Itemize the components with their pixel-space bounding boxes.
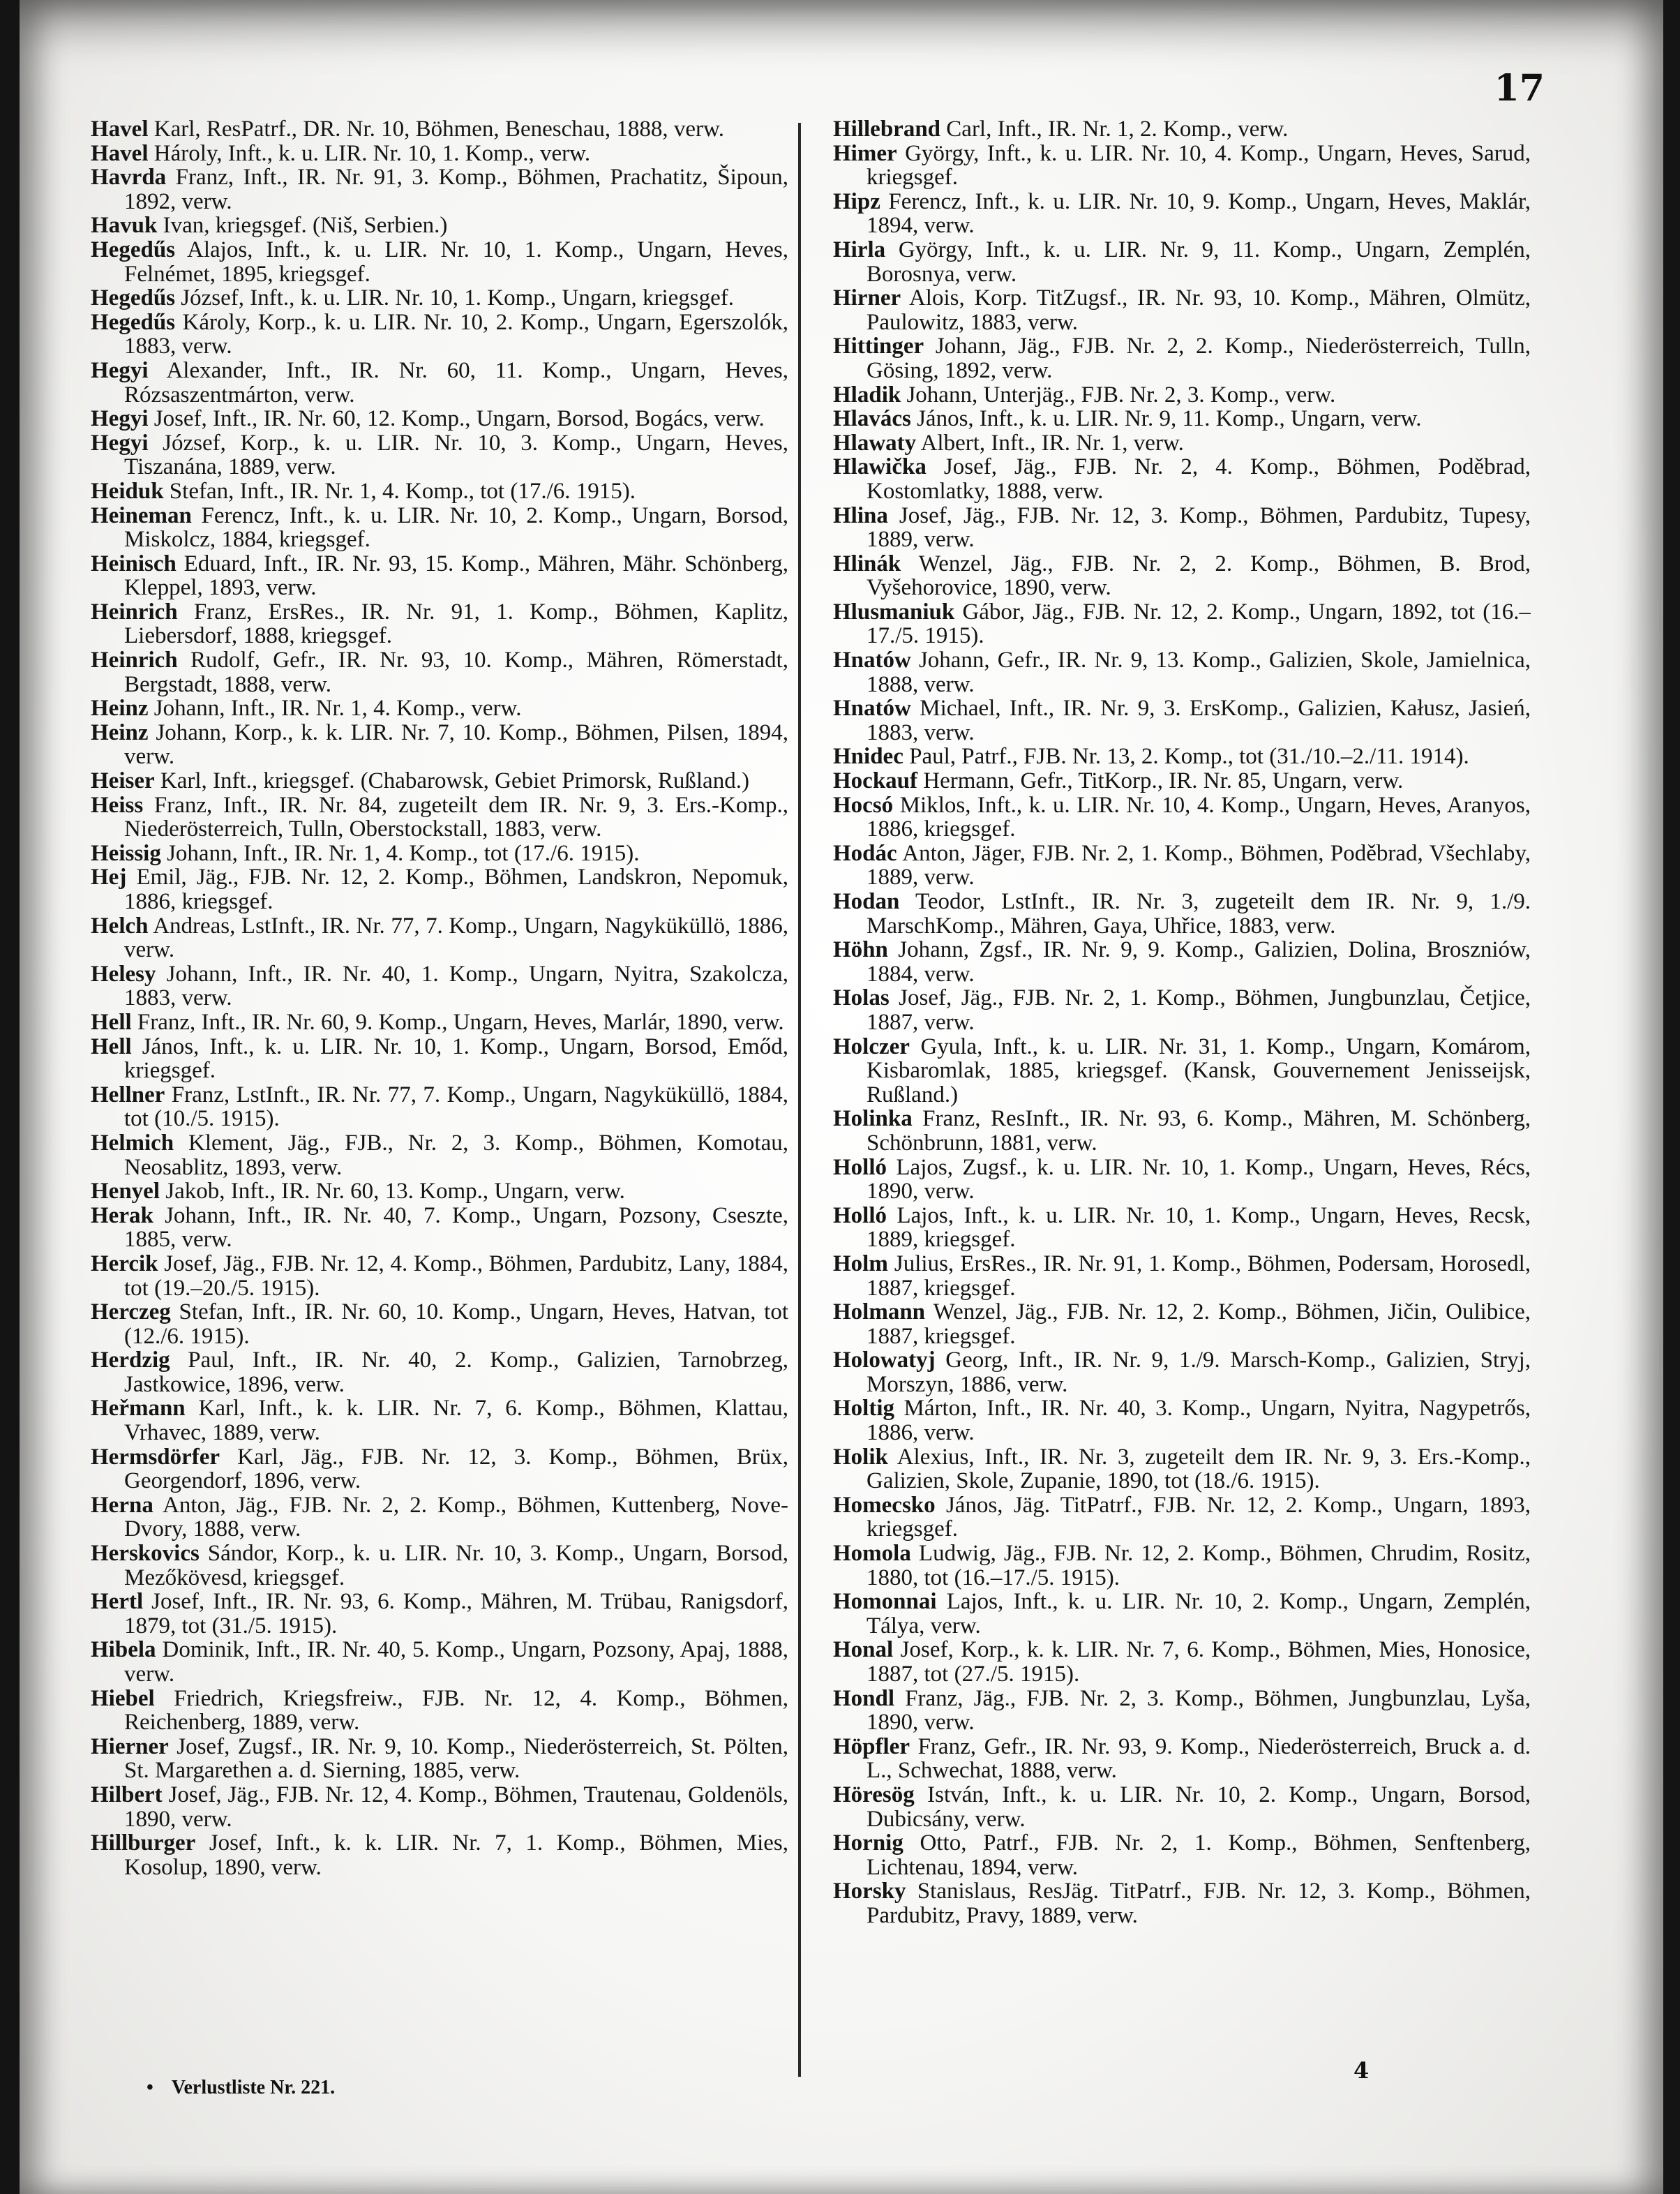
entry-surname: Hegyi [91, 430, 149, 456]
entry-surname: Helmich [91, 1130, 174, 1156]
list-entry [833, 890, 1531, 938]
entry-surname: Heineman [91, 502, 192, 528]
entry-surname: Hlawaty [833, 430, 917, 456]
list-entry [91, 1348, 788, 1396]
entry-details: János, Inft., k. u. LIR. Nr. 9, 11. Komp., Ungarn, verw. [910, 406, 1422, 432]
entry-surname: Hittinger [833, 334, 924, 359]
entry-surname: Holas [833, 985, 890, 1011]
entry-surname: Hlinák [833, 551, 901, 576]
entry-surname: Havel [91, 140, 149, 166]
entry-details: Alexander, Inft., IR. Nr. 60, 11. Komp., Ungarn, Heves, Rózsaszentmárton, verw. [124, 357, 788, 408]
entry-details: Stanislaus, ResJäg. TitPatrf., FJB. Nr. 12, 3. Komp., Böhmen, Pardubitz, Pravy, 1889, verw. [867, 1879, 1531, 1928]
entry-details: Johann, Zgsf., IR. Nr. 9, 9. Komp., Galizien, Dolina, Broszniów, 1884, verw. [867, 937, 1531, 987]
list-entry [833, 1831, 1531, 1879]
entry-surname: Hegyi [91, 357, 149, 383]
list-entry [833, 431, 1531, 456]
entry-details: Johann, Inft., IR. Nr. 40, 7. Komp., Ungarn, Pozsony, Cseszte, 1885, verw. [124, 1202, 788, 1253]
list-entry [833, 1638, 1531, 1686]
entry-details: Josef, Jäg., FJB. Nr. 2, 4. Komp., Böhmen, Poděbrad, Kostomlatky, 1888, verw. [867, 454, 1531, 504]
entry-details: Johann, Korp., k. k. LIR. Nr. 7, 10. Komp., Böhmen, Pilsen, 1894, verw. [124, 719, 788, 770]
list-entry [833, 407, 1531, 431]
entry-surname: Höresög [833, 1782, 915, 1807]
list-entry [833, 1590, 1531, 1638]
entry-surname: Hocsó [833, 792, 894, 818]
entry-details: Josef, Jäg., FJB. Nr. 2, 1. Komp., Böhmen, Jungbunzlau, Četjice, 1887, verw. [867, 985, 1531, 1035]
entry-surname: Hornig [833, 1830, 903, 1856]
list-entry [91, 286, 788, 311]
entry-details: Franz, Inft., IR. Nr. 91, 3. Komp., Böhmen, Prachatitz, Šipoun, 1892, verw. [124, 165, 788, 214]
list-entry [833, 552, 1531, 600]
entry-surname: Heinz [91, 719, 149, 745]
list-entry [833, 117, 1531, 142]
entry-surname: Holmann [833, 1299, 926, 1325]
list-entry [833, 745, 1531, 769]
list-entry [91, 793, 788, 842]
entry-details: Hermann, Gefr., TitKorp., IR. Nr. 85, Ungarn, verw. [917, 768, 1404, 794]
entry-details: Albert, Inft., IR. Nr. 1, verw. [916, 430, 1184, 456]
entry-details: Franz, Gefr., IR. Nr. 93, 9. Komp., Niederösterreich, Bruck a. d. L., Schwechat, 1888, verw. [867, 1733, 1531, 1784]
entry-surname: Heinrich [91, 599, 178, 625]
entry-details: Teodor, LstInft., IR. Nr. 3, zugeteilt dem IR. Nr. 9, 1./9. MarschKomp., Mähren, Gaya, Uhřice, 1883, verw. [867, 889, 1531, 939]
entry-details: Josef, Inft., IR. Nr. 93, 6. Komp., Mähren, M. Trübau, Ranigsdorf, 1879, tot (31./5. 1915). [124, 1589, 788, 1639]
entry-surname: Heiduk [91, 478, 164, 504]
list-entry [91, 214, 788, 238]
entry-surname: Hnatów [833, 696, 911, 722]
list-entry [833, 1107, 1531, 1155]
entry-surname: Hillebrand [833, 117, 941, 142]
entry-surname: Hellner [91, 1082, 165, 1107]
entry-surname: Hockauf [833, 768, 918, 794]
list-entry [833, 286, 1531, 334]
page-number: 17 [1494, 67, 1545, 110]
entry-surname: Herczeg [91, 1299, 171, 1325]
list-entry [91, 165, 788, 214]
entry-surname: Hiebel [91, 1685, 155, 1711]
footer-bullet: • [147, 2077, 153, 2098]
entry-details: János, Inft., k. u. LIR. Nr. 10, 1. Komp., Ungarn, Borsod, Emőd, kriegsgef. [124, 1033, 788, 1084]
entry-surname: Hodan [833, 889, 900, 914]
entry-surname: Holik [833, 1444, 888, 1470]
entry-surname: Hej [91, 865, 127, 890]
entry-details: Franz, Jäg., FJB. Nr. 2, 3. Komp., Böhmen, Jungbunzlau, Lyša, 1890, verw. [867, 1685, 1531, 1736]
entry-details: Wenzel, Jäg., FJB. Nr. 12, 2. Komp., Böhmen, Jičin, Oulibice, 1887, kriegsgef. [867, 1299, 1531, 1349]
list-entry [833, 1035, 1531, 1107]
entry-details: Wenzel, Jäg., FJB. Nr. 2, 2. Komp., Böhmen, B. Brod, Vyšehorovice, 1890, verw. [867, 551, 1531, 601]
entry-details: Eduard, Inft., IR. Nr. 93, 15. Komp., Mähren, Mähr. Schönberg, Kleppel, 1893, verw. [124, 551, 788, 601]
entry-details: Otto, Patrf., FJB. Nr. 2, 1. Komp., Böhmen, Senftenberg, Lichtenau, 1894, verw. [867, 1830, 1531, 1880]
list-entry [91, 1252, 788, 1300]
entry-details: Emil, Jäg., FJB. Nr. 12, 2. Komp., Böhmen, Landskron, Nepomuk, 1886, kriegsgef. [124, 865, 788, 914]
list-entry [833, 455, 1531, 503]
list-entry [833, 1156, 1531, 1204]
entry-surname: Heiser [91, 768, 155, 794]
entry-details: Ferencz, Inft., k. u. LIR. Nr. 10, 9. Komp., Ungarn, Heves, Maklár, 1894, verw. [867, 188, 1531, 239]
entry-details: Andreas, LstInft., IR. Nr. 77, 7. Komp., Ungarn, Nagyküküllö, 1886, verw. [124, 913, 788, 963]
entry-surname: Heřmann [91, 1396, 186, 1421]
entry-details: Ivan, kriegsgef. (Niš, Serbien.) [157, 213, 448, 239]
entry-details: Johann, Inft., IR. Nr. 1, 4. Komp., verw. [148, 696, 522, 722]
entry-surname: Hirla [833, 237, 886, 262]
entry-details: Gábor, Jäg., FJB. Nr. 12, 2. Komp., Ungarn, 1892, tot (16.–17./5. 1915). [867, 599, 1531, 649]
list-entry [91, 865, 788, 913]
list-entry [91, 914, 788, 962]
entry-details: Josef, Zugsf., IR. Nr. 9, 10. Komp., Niederösterreich, St. Pölten, St. Margarethen a. d. Sierning, 1885, verw. [124, 1733, 788, 1784]
entry-surname: Helch [91, 913, 149, 939]
list-entry [91, 1445, 788, 1493]
entry-surname: Hillburger [91, 1830, 196, 1856]
entry-surname: Heissig [91, 840, 161, 866]
list-entry [91, 1542, 788, 1590]
entry-details: Karl, ResPatrf., DR. Nr. 10, Böhmen, Beneschau, 1888, verw. [148, 117, 724, 142]
entry-details: Rudolf, Gefr., IR. Nr. 93, 10. Komp., Mähren, Römerstadt, Bergstadt, 1888, verw. [124, 648, 788, 697]
list-entry [91, 1735, 788, 1783]
list-entry [833, 1348, 1531, 1396]
list-entry [833, 334, 1531, 382]
entry-details: Lajos, Zugsf., k. u. LIR. Nr. 10, 1. Komp., Ungarn, Heves, Récs, 1890, verw. [867, 1154, 1531, 1204]
entry-details: Klement, Jäg., FJB., Nr. 2, 3. Komp., Böhmen, Komotau, Neosablitz, 1893, verw. [124, 1130, 788, 1180]
entry-details: Stefan, Inft., IR. Nr. 1, 4. Komp., tot (17./6. 1915). [163, 478, 636, 504]
entry-details: Anton, Jäg., FJB. Nr. 2, 2. Komp., Böhmen, Kuttenberg, Nove-Dvory, 1888, verw. [124, 1492, 788, 1542]
entry-surname: Honal [833, 1637, 894, 1663]
entry-details: József, Inft., k. u. LIR. Nr. 10, 1. Komp., Ungarn, kriegsgef. [175, 285, 735, 311]
column-divider [798, 123, 801, 2077]
entry-details: Michael, Inft., IR. Nr. 9, 3. ErsKomp., Galizien, Kałusz, Jasień, 1883, verw. [867, 696, 1531, 745]
signature-mark: 4 [1353, 2057, 1370, 2084]
entry-details: György, Inft., k. u. LIR. Nr. 9, 11. Komp., Ungarn, Zemplén, Borosnya, verw. [867, 237, 1531, 287]
entry-surname: Hnidec [833, 744, 903, 770]
entry-surname: Hegyi [91, 406, 149, 432]
entry-surname: Hegedűs [91, 285, 176, 311]
entry-surname: Heinisch [91, 551, 177, 576]
entry-details: Franz, Inft., IR. Nr. 60, 9. Komp., Ungarn, Heves, Marlár, 1890, verw. [131, 1009, 784, 1035]
list-entry [91, 1493, 788, 1542]
entry-details: Lajos, Inft., k. u. LIR. Nr. 10, 1. Komp., Ungarn, Heves, Recsk, 1889, kriegsgef. [867, 1202, 1531, 1253]
entry-details: Alois, Korp. TitZugsf., IR. Nr. 93, 10. Komp., Mähren, Olmütz, Paulowitz, 1883, verw. [867, 285, 1531, 335]
list-entry [91, 842, 788, 866]
entry-details: Sándor, Korp., k. u. LIR. Nr. 10, 3. Komp., Ungarn, Borsod, Mezőkövesd, kriegsgef. [124, 1541, 788, 1590]
list-entry [833, 504, 1531, 552]
entry-surname: Homecsko [833, 1492, 936, 1518]
list-entry [91, 142, 788, 166]
list-entry [91, 962, 788, 1010]
entry-surname: Himer [833, 140, 897, 166]
entry-surname: Heiss [91, 792, 144, 818]
entry-details: Karl, Inft., k. k. LIR. Nr. 7, 6. Komp., Böhmen, Klattau, Vrhavec, 1889, verw. [124, 1396, 788, 1446]
list-entry [833, 1542, 1531, 1590]
entry-surname: Höhn [833, 937, 888, 963]
list-entry [833, 1396, 1531, 1445]
entry-details: Josef, Jäg., FJB. Nr. 12, 4. Komp., Böhmen, Pardubitz, Lany, 1884, tot (19.–20./5. 1915). [124, 1251, 788, 1301]
entry-details: Károly, Korp., k. u. LIR. Nr. 10, 2. Komp., Ungarn, Egerszolók, 1883, verw. [124, 309, 788, 359]
entry-surname: Hladik [833, 382, 901, 408]
list-entry [833, 238, 1531, 286]
list-entry [833, 190, 1531, 238]
entry-surname: Homonnai [833, 1589, 937, 1615]
entry-surname: Hermsdörfer [91, 1444, 220, 1470]
entry-details: Johann, Inft., IR. Nr. 1, 4. Komp., tot (17./6. 1915). [160, 840, 640, 866]
entry-details: Johann, Inft., IR. Nr. 40, 1. Komp., Ungarn, Nyitra, Szakolcza, 1883, verw. [124, 961, 788, 1011]
footer-note-text: Verlustliste Nr. 221. [171, 2077, 336, 2098]
entry-surname: Havrda [91, 165, 167, 191]
entry-details: Ludwig, Jäg., FJB. Nr. 12, 2. Komp., Böhmen, Chrudim, Rositz, 1880, tot (16.–17./5. 1915). [867, 1541, 1531, 1590]
list-entry [833, 986, 1531, 1034]
entry-surname: Herna [91, 1492, 153, 1518]
entry-details: Lajos, Inft., k. u. LIR. Nr. 10, 2. Komp., Ungarn, Zemplén, Tálya, verw. [867, 1589, 1531, 1639]
list-entry [833, 1735, 1531, 1783]
list-entry [91, 1083, 788, 1131]
list-entry [833, 142, 1531, 190]
entry-surname: Hirner [833, 285, 901, 311]
entry-surname: Havel [91, 117, 149, 142]
entry-details: Miklos, Inft., k. u. LIR. Nr. 10, 4. Komp., Ungarn, Heves, Aranyos, 1886, kriegsgef. [867, 792, 1531, 842]
entry-details: Karl, Inft., kriegsgef. (Chabarowsk, Gebiet Primorsk, Rußland.) [154, 768, 749, 794]
entry-surname: Hodác [833, 840, 897, 866]
entry-details: Gyula, Inft., k. u. LIR. Nr. 31, 1. Komp., Ungarn, Komárom, Kisbaromlak, 1885, kriegsgef. (Kansk, Gouvernement Jenisseijsk, Rußland.) [867, 1033, 1531, 1107]
entry-surname: Horsky [833, 1879, 906, 1904]
list-entry [91, 311, 788, 359]
entry-surname: Herdzig [91, 1348, 170, 1373]
list-entry [91, 238, 788, 286]
entry-details: Josef, Korp., k. k. LIR. Nr. 7, 6. Komp., Böhmen, Mies, Honosice, 1887, tot (27./5. 1915). [867, 1637, 1531, 1687]
entry-surname: Hlusmaniuk [833, 599, 955, 625]
list-entry [833, 1879, 1531, 1927]
list-entry [833, 1252, 1531, 1300]
list-entry [833, 1687, 1531, 1735]
entry-surname: Heinrich [91, 648, 178, 673]
entry-details: Paul, Inft., IR. Nr. 40, 2. Komp., Galizien, Tarnobrzeg, Jastkowice, 1896, verw. [124, 1348, 788, 1397]
list-entry [91, 696, 788, 721]
list-entry [833, 696, 1531, 745]
entry-details: Alexius, Inft., IR. Nr. 3, zugeteilt dem IR. Nr. 9, 3. Ers.-Komp., Galizien, Skole, Zupanie, 1890, tot (18./6. 1915). [867, 1444, 1531, 1494]
entry-surname: Hlina [833, 502, 888, 528]
list-entry [833, 648, 1531, 696]
entry-details: Friedrich, Kriegsfreiw., FJB. Nr. 12, 4. Komp., Böhmen, Reichenberg, 1889, verw. [124, 1685, 788, 1736]
list-entry [91, 431, 788, 479]
entry-details: Dominik, Inft., IR. Nr. 40, 5. Komp., Ungarn, Pozsony, Apaj, 1888, verw. [124, 1637, 788, 1687]
entry-details: Franz, LstInft., IR. Nr. 77, 7. Komp., Ungarn, Nagyküküllö, 1884, tot (10./5. 1915). [124, 1082, 788, 1132]
entry-details: Karl, Jäg., FJB. Nr. 12, 3. Komp., Böhmen, Brüx, Georgendorf, 1896, verw. [124, 1444, 788, 1494]
entry-surname: Holm [833, 1251, 888, 1276]
entry-details: Carl, Inft., IR. Nr. 1, 2. Komp., verw. [940, 117, 1289, 142]
list-entry [91, 407, 788, 431]
entry-surname: Homola [833, 1541, 911, 1567]
list-entry [91, 1638, 788, 1686]
list-entry [833, 600, 1531, 648]
entry-surname: Hercik [91, 1251, 158, 1276]
list-entry [91, 1300, 788, 1348]
entry-surname: Holinka [833, 1106, 913, 1132]
entry-surname: Hondl [833, 1685, 895, 1711]
entry-surname: Hipz [833, 188, 880, 214]
entry-surname: Hell [91, 1033, 132, 1059]
entry-details: Anton, Jäger, FJB. Nr. 2, 1. Komp., Böhmen, Poděbrad, Všechlaby, 1889, verw. [867, 840, 1531, 890]
entry-details: Jakob, Inft., IR. Nr. 60, 13. Komp., Ungarn, verw. [159, 1179, 625, 1204]
entry-details: Johann, Gefr., IR. Nr. 9, 13. Komp., Galizien, Skole, Jamielnica, 1888, verw. [867, 648, 1531, 697]
list-entry [833, 383, 1531, 408]
list-entry [91, 721, 788, 769]
list-entry [91, 552, 788, 600]
entry-surname: Helesy [91, 961, 156, 987]
entry-details: Franz, Inft., IR. Nr. 84, zugeteilt dem IR. Nr. 9, 3. Ers.-Komp., Niederösterreich, Tulln, Oberstockstall, 1883, verw. [124, 792, 788, 842]
list-entry [833, 1300, 1531, 1348]
list-entry [91, 600, 788, 648]
entry-surname: Hell [91, 1009, 132, 1035]
entry-surname: Hlawička [833, 454, 927, 480]
entry-surname: Hierner [91, 1733, 169, 1759]
entry-surname: Hnatów [833, 648, 911, 673]
entry-details: Georg, Inft., IR. Nr. 9, 1./9. Marsch-Komp., Galizien, Stryj, Morszyn, 1886, verw. [867, 1348, 1531, 1397]
entry-details: Paul, Patrf., FJB. Nr. 13, 2. Komp., tot (31./10.–2./11. 1914). [903, 744, 1469, 770]
entry-surname: Holló [833, 1154, 887, 1180]
list-entry [91, 1687, 788, 1735]
list-entry [91, 1035, 788, 1083]
entry-surname: Hlavács [833, 406, 911, 432]
entry-details: István, Inft., k. u. LIR. Nr. 10, 2. Komp., Ungarn, Borsod, Dubicsány, verw. [867, 1782, 1531, 1832]
list-entry [833, 769, 1531, 793]
entry-details: József, Korp., k. u. LIR. Nr. 10, 3. Komp., Ungarn, Heves, Tiszanána, 1889, verw. [124, 430, 788, 480]
entry-surname: Herak [91, 1202, 153, 1228]
entry-details: Franz, ResInft., IR. Nr. 93, 6. Komp., Mähren, M. Schönberg, Schönbrunn, 1881, verw. [867, 1106, 1531, 1156]
entry-surname: Hegedűs [91, 309, 176, 335]
list-entry [833, 938, 1531, 986]
left-column [91, 117, 788, 2113]
entry-surname: Hibela [91, 1637, 156, 1663]
list-entry [91, 117, 788, 142]
entry-details: Stefan, Inft., IR. Nr. 60, 10. Komp., Ungarn, Heves, Hatvan, tot (12./6. 1915). [124, 1299, 788, 1349]
entry-details: Josef, Jäg., FJB. Nr. 12, 3. Komp., Böhmen, Pardubitz, Tupesy, 1889, verw. [867, 502, 1531, 553]
list-entry [91, 769, 788, 793]
entry-details: Hároly, Inft., k. u. LIR. Nr. 10, 1. Komp., verw. [148, 140, 591, 166]
entry-details: György, Inft., k. u. LIR. Nr. 10, 4. Komp., Ungarn, Heves, Sarud, kriegsgef. [867, 140, 1531, 191]
list-entry [91, 479, 788, 504]
entry-surname: Heinz [91, 696, 149, 722]
entry-details: Alajos, Inft., k. u. LIR. Nr. 10, 1. Komp., Ungarn, Heves, Felnémet, 1895, kriegsgef. [124, 237, 788, 287]
entry-details: Julius, ErsRes., IR. Nr. 91, 1. Komp., Böhmen, Podersam, Horosedl, 1887, kriegsgef. [867, 1251, 1531, 1301]
entry-surname: Henyel [91, 1179, 160, 1204]
entry-details: Josef, Inft., IR. Nr. 60, 12. Komp., Ungarn, Borsod, Bogács, verw. [148, 406, 765, 432]
entry-surname: Höpfler [833, 1733, 910, 1759]
entry-details: Franz, ErsRes., IR. Nr. 91, 1. Komp., Böhmen, Kaplitz, Liebersdorf, 1888, kriegsgef. [124, 599, 788, 649]
entry-details: Ferencz, Inft., k. u. LIR. Nr. 10, 2. Komp., Ungarn, Borsod, Miskolcz, 1884, kriegsgef. [124, 502, 788, 553]
entry-details: Johann, Unterjäg., FJB. Nr. 2, 3. Komp., verw. [901, 382, 1336, 408]
entry-surname: Holowatyj [833, 1348, 936, 1373]
list-entry [91, 1010, 788, 1035]
entry-details: János, Jäg. TitPatrf., FJB. Nr. 12, 2. Komp., Ungarn, 1893, kriegsgef. [867, 1492, 1531, 1542]
list-entry [91, 1131, 788, 1179]
list-entry [91, 504, 788, 552]
entry-details: Johann, Jäg., FJB. Nr. 2, 2. Komp., Niederösterreich, Tulln, Gösing, 1892, verw. [867, 334, 1531, 383]
entry-surname: Hertl [91, 1589, 144, 1615]
entry-surname: Hilbert [91, 1782, 163, 1807]
list-entry [833, 1783, 1531, 1831]
right-column [833, 117, 1531, 2113]
entry-details: Márton, Inft., IR. Nr. 40, 3. Komp., Ungarn, Nyitra, Nagypetrős, 1886, verw. [867, 1396, 1531, 1446]
list-entry [833, 1445, 1531, 1493]
list-entry [91, 1831, 788, 1879]
list-entry [91, 648, 788, 696]
list-entry [91, 1396, 788, 1445]
entry-details: Josef, Jäg., FJB. Nr. 12, 4. Komp., Böhmen, Trautenau, Goldenöls, 1890, verw. [124, 1782, 788, 1832]
entry-surname: Holló [833, 1202, 887, 1228]
list-entry [91, 1590, 788, 1638]
footer-note [147, 2077, 426, 2105]
list-entry [91, 1204, 788, 1252]
list-entry [91, 1179, 788, 1204]
entry-surname: Hegedűs [91, 237, 176, 262]
entry-surname: Holczer [833, 1033, 910, 1059]
list-entry [833, 1204, 1531, 1252]
list-entry [91, 359, 788, 407]
entry-surname: Havuk [91, 213, 158, 239]
list-entry [833, 842, 1531, 890]
list-entry [833, 1493, 1531, 1542]
entry-surname: Holtig [833, 1396, 894, 1421]
list-entry [833, 793, 1531, 842]
entry-surname: Herskovics [91, 1541, 200, 1567]
entry-details: Josef, Inft., k. k. LIR. Nr. 7, 1. Komp., Böhmen, Mies, Kosolup, 1890, verw. [124, 1830, 788, 1880]
list-entry [91, 1783, 788, 1831]
